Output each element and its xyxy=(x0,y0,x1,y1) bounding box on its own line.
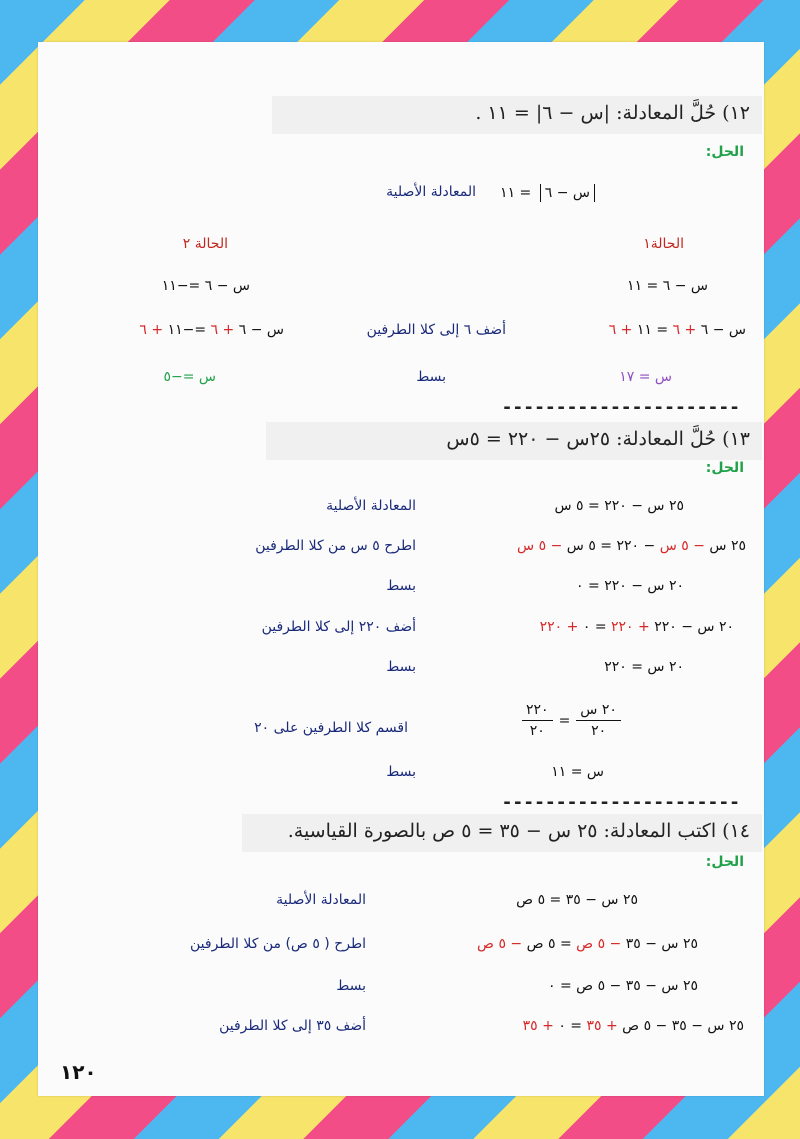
q14-step1-note: المعادلة الأصلية xyxy=(276,892,366,908)
q13-frac-right-den: ٢٠ xyxy=(529,723,545,739)
q14-step2-c: = ٥ ص xyxy=(526,936,572,952)
q13-step3-eq: ٢٠ س − ٢٢٠ = ٠ xyxy=(576,578,684,594)
q13-step5-eq: ٢٠ س = ٢٢٠ xyxy=(604,659,684,675)
q14-step1-eq: ٢٥ س − ٣٥ = ٥ ص xyxy=(516,892,638,908)
q12-case1-eq2 xyxy=(609,322,746,338)
q13-question: ١٣) حُلَّ المعادلة: ٢٥س − ٢٢٠ = ٥س xyxy=(446,428,750,450)
q13-step2-a: ٢٥ س xyxy=(709,538,746,554)
q14-step2-note: اطرح ( ٥ ص) من كلا الطرفين xyxy=(190,936,366,952)
q13-step4-note: أضف ٢٢٠ إلى كلا الطرفين xyxy=(261,619,416,635)
q14-question: ١٤) اكتب المعادلة: ٢٥ س − ٣٥ = ٥ ص بالصورة القياسية. xyxy=(287,820,750,842)
q13-step4-d: + ٢٢٠ xyxy=(539,619,579,635)
q13-step1-note: المعادلة الأصلية xyxy=(326,498,416,514)
q12-original-eq-right: = ١١ xyxy=(500,185,532,201)
q13-step4-c: = ٠ xyxy=(582,619,607,635)
q14-step3-eq: ٢٥ س − ٣٥ − ٥ ص = ٠ xyxy=(548,978,698,994)
q13-step6-fraction-equation xyxy=(522,702,621,739)
q12-original-eq-left: س − ٦ xyxy=(544,185,590,201)
q12-case2-title: الحالة ٢ xyxy=(182,236,228,252)
q14-step2-a: ٢٥ س − ٣٥ xyxy=(625,936,698,952)
q12-case1-eq2-a: س − ٦ xyxy=(700,322,746,338)
separator-1: ---------------------- xyxy=(501,397,740,418)
q13-step2-c: − ٢٢٠ = ٥ س xyxy=(566,538,656,554)
q14-step2-d: − ٥ ص xyxy=(477,936,523,952)
q12-case2-eq2-d: + ٦ xyxy=(139,322,164,338)
q14-step4-eq xyxy=(523,1018,744,1034)
q12-case2-eq2 xyxy=(139,322,284,338)
q13-frac-left-num: ٢٠ س xyxy=(576,702,621,721)
q12-case2-eq2-b: + ٦ xyxy=(210,322,235,338)
q13-frac-left xyxy=(576,702,621,739)
q14-step4-a: ٢٥ س − ٣٥ − ٥ ص xyxy=(622,1018,744,1034)
q12-original-note: المعادلة الأصلية xyxy=(386,184,476,200)
q13-step1-eq: ٢٥ س − ٢٢٠ = ٥ س xyxy=(554,498,684,514)
q13-step4-eq xyxy=(540,619,734,635)
q12-case1-eq2-b: + ٦ xyxy=(672,322,697,338)
q13-step2-eq xyxy=(517,538,746,554)
q14-step2-b: − ٥ ص xyxy=(576,936,622,952)
q14-solution-label: الحل: xyxy=(705,854,744,870)
separator-2: ---------------------- xyxy=(501,792,740,813)
q12-case2-eq1: س − ٦ =−١١ xyxy=(161,278,250,294)
q13-frac-right xyxy=(522,702,553,739)
q13-step6-note: اقسم كلا الطرفين على ٢٠ xyxy=(254,720,408,736)
abs-bar-left xyxy=(594,184,595,202)
q12-case1-eq1: س − ٦ = ١١ xyxy=(627,278,708,294)
q14-step4-c: = ٠ xyxy=(558,1018,583,1034)
q13-step5-note: بسط xyxy=(386,659,416,675)
q14-step4-b: + ٣٥ xyxy=(586,1018,618,1034)
q12-case2-result: س =−٥ xyxy=(163,369,216,385)
q12-case2-eq2-c: =−١١ xyxy=(167,322,207,338)
q12-case1-eq2-c: = ١١ xyxy=(636,322,669,338)
q12-simplify-note: بسط xyxy=(416,369,446,385)
page-number: ١٢٠ xyxy=(60,1060,97,1084)
q13-step4-b: + ٢٢٠ xyxy=(611,619,650,635)
q13-solution-label: الحل: xyxy=(705,460,744,476)
q13-step2-d: − ٥ س xyxy=(517,538,563,554)
q13-step3-note: بسط xyxy=(386,578,416,594)
q13-frac-left-den: ٢٠ xyxy=(591,723,607,739)
q13-step7-note: بسط xyxy=(386,764,416,780)
q14-step3-note: بسط xyxy=(336,978,366,994)
q12-case1-title: الحالة١ xyxy=(643,236,684,252)
q12-case1-eq2-d: + ٦ xyxy=(608,322,633,338)
q12-add-note: أضف ٦ إلى كلا الطرفين xyxy=(366,322,506,338)
q12-solution-label: الحل: xyxy=(705,144,744,160)
q14-step2-eq xyxy=(477,936,698,952)
q13-step4-a: ٢٠ س − ٢٢٠ xyxy=(654,619,734,635)
q14-step4-note: أضف ٣٥ إلى كلا الطرفين xyxy=(219,1018,366,1034)
q13-step2-b: − ٥ س xyxy=(659,538,705,554)
q13-step7-eq: س = ١١ xyxy=(551,764,604,780)
abs-bar-right xyxy=(540,184,541,202)
q12-question: ١٢) حُلَّ المعادلة: |س − ٦| = ١١ . xyxy=(475,102,750,124)
q12-case1-result: س = ١٧ xyxy=(619,369,672,385)
page xyxy=(38,42,764,1096)
equals-sign: = xyxy=(558,712,571,729)
q12-original-equation xyxy=(500,184,599,202)
q13-step2-note: اطرح ٥ س من كلا الطرفين xyxy=(255,538,416,554)
q13-frac-right-num: ٢٢٠ xyxy=(522,702,553,721)
q14-step4-d: + ٣٥ xyxy=(522,1018,554,1034)
q12-case2-eq2-a: س − ٦ xyxy=(238,322,284,338)
